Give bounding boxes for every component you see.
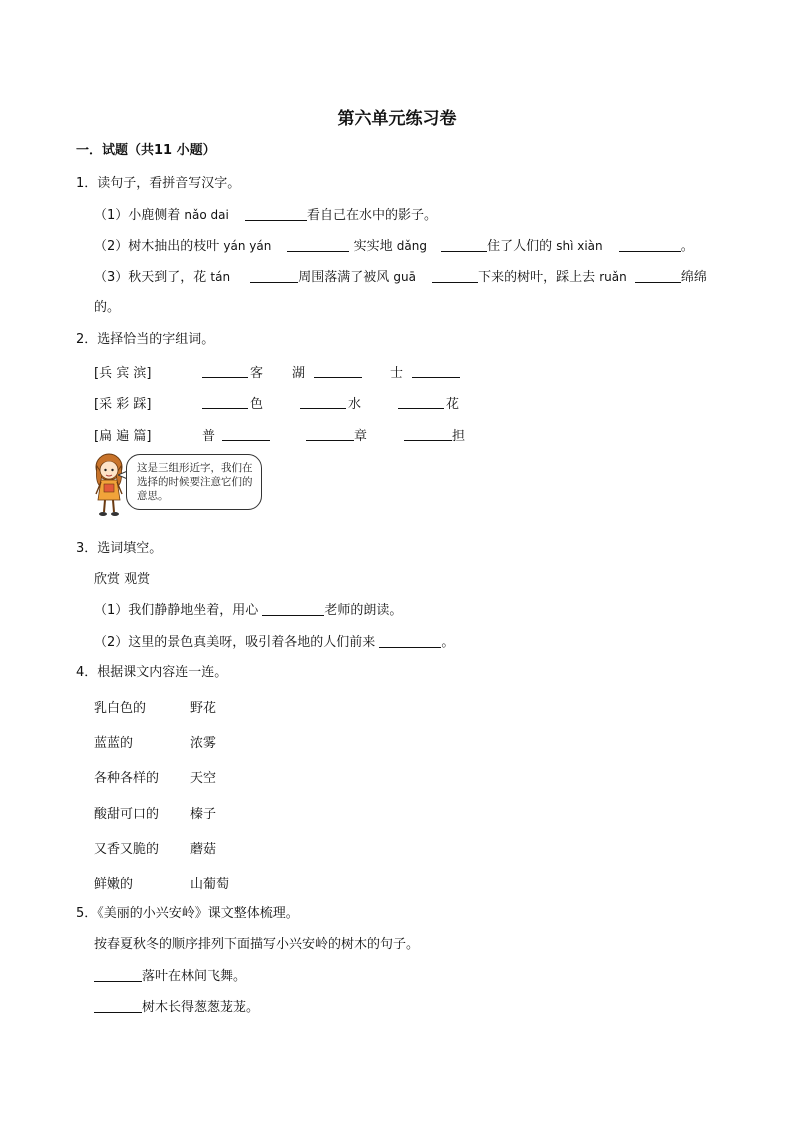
answer-blank[interactable] — [245, 206, 307, 221]
match-right-item[interactable]: 山葡萄 — [190, 877, 230, 892]
worksheet-page: 第六单元练习卷 一．试题（共11 小题） 1．读句子，看拼音写汉字。 （1）小鹿侧着 nǎo dai 看自己在水中的影子。 （2）树木抽出的枝叶 yán yán 实实地 dǎng 住了人们的 shì xiàn 。 （3）秋天到了，花 tán 周围落满了被风 guā 下来的树叶，踩上去 ruǎn 绵绵 的。 2．选择恰当的字组词。 [兵 宾 滨] 客 湖 士 [采 彩 踩] 色 水 花 [扁 遍 篇] 普 章 担 这是三组形近字，我们在选择的时候要注意它们的意思。 3．选词填空。 欣赏 观赏 （1）我们静静地坐着，用心 老师的朗读。 （2）这里的景色真美呀，吸引着各地的人们前来 。 4．根据课文内容连一连。 乳白色的 蓝蓝的 各种各样的 酸甜可口的 又香又脆的 鲜嫩的 野花 浓雾 天空 榛子 蘑菇 山葡萄 5．《美丽的小兴安岭》课文整体梳理。 按春夏秋冬的顺序排列下面描写小兴安岭的树木的句子。 落叶在林间飞舞。 树木长得葱葱茏茏。 — [0, 0, 794, 1123]
question-5-item-1: 落叶在林间飞舞。 — [94, 967, 246, 986]
match-right-item[interactable]: 天空 — [190, 771, 217, 786]
answer-blank[interactable] — [398, 408, 444, 409]
question-3-item-2: （2）这里的景色真美呀，吸引着各地的人们前来 。 — [94, 635, 455, 650]
answer-blank[interactable] — [202, 377, 248, 378]
question-5-item-2: 树木长得葱葱茏茏。 — [94, 998, 259, 1017]
question-3-stem: 3．选词填空。 — [76, 541, 163, 556]
cartoon-girl-illustration — [92, 452, 128, 518]
question-5-stem: 5．《美丽的小兴安岭》课文整体梳理。 — [76, 906, 299, 921]
question-1-item-3-continued: 的。 — [94, 300, 121, 315]
word-choices: 欣赏 观赏 — [94, 572, 151, 587]
match-left-item[interactable]: 鲜嫩的 — [94, 877, 134, 892]
match-right-item[interactable]: 榛子 — [190, 807, 217, 822]
match-left-item[interactable]: 各种各样的 — [94, 771, 160, 786]
match-left-item[interactable]: 蓝蓝的 — [94, 736, 134, 751]
match-left-item[interactable]: 乳白色的 — [94, 701, 147, 716]
answer-blank[interactable] — [314, 377, 362, 378]
answer-blank[interactable] — [202, 408, 248, 409]
speech-bubble-text: 这是三组形近字，我们在选择的时候要注意它们的意思。 — [137, 462, 253, 502]
question-1-item-3: （3）秋天到了，花 tán 周围落满了被风 guā 下来的树叶，踩上去 ruǎn 绵绵 — [94, 270, 707, 285]
answer-blank[interactable] — [619, 237, 681, 252]
answer-blank[interactable] — [250, 268, 298, 283]
question-1-item-2: （2）树木抽出的枝叶 yán yán 实实地 dǎng 住了人们的 shì xiàn 。 — [94, 239, 694, 254]
answer-blank[interactable] — [300, 408, 346, 409]
match-right-item[interactable]: 蘑菇 — [190, 842, 217, 857]
answer-blank[interactable] — [379, 633, 441, 648]
match-left-item[interactable]: 酸甜可口的 — [94, 807, 160, 822]
match-right-item[interactable]: 野花 — [190, 701, 217, 716]
question-1-item-1: （1）小鹿侧着 nǎo dai 看自己在水中的影子。 — [94, 208, 437, 223]
answer-blank[interactable] — [432, 268, 478, 283]
question-1-stem: 1．读句子，看拼音写汉字。 — [76, 176, 241, 191]
answer-blank[interactable] — [412, 377, 460, 378]
speech-bubble — [126, 454, 262, 510]
answer-blank[interactable] — [404, 440, 452, 441]
answer-blank[interactable] — [222, 440, 270, 441]
question-5-instruction: 按春夏秋冬的顺序排列下面描写小兴安岭的树木的句子。 — [94, 937, 420, 952]
question-3-item-1: （1）我们静静地坐着，用心 老师的朗读。 — [94, 603, 403, 618]
question-2-stem: 2．选择恰当的字组词。 — [76, 332, 215, 347]
answer-blank[interactable] — [441, 237, 487, 252]
section-heading: 一．试题（共11 小题） — [76, 143, 216, 158]
question-4-stem: 4．根据课文内容连一连。 — [76, 665, 228, 680]
answer-blank[interactable] — [635, 268, 681, 283]
answer-blank[interactable] — [94, 967, 142, 982]
page-title: 第六单元练习卷 — [337, 109, 457, 129]
answer-blank[interactable] — [262, 601, 324, 616]
match-left-item[interactable]: 又香又脆的 — [94, 842, 160, 857]
match-right-item[interactable]: 浓雾 — [190, 736, 217, 751]
answer-blank[interactable] — [94, 998, 142, 1013]
answer-blank[interactable] — [306, 440, 354, 441]
answer-blank[interactable] — [287, 237, 349, 252]
